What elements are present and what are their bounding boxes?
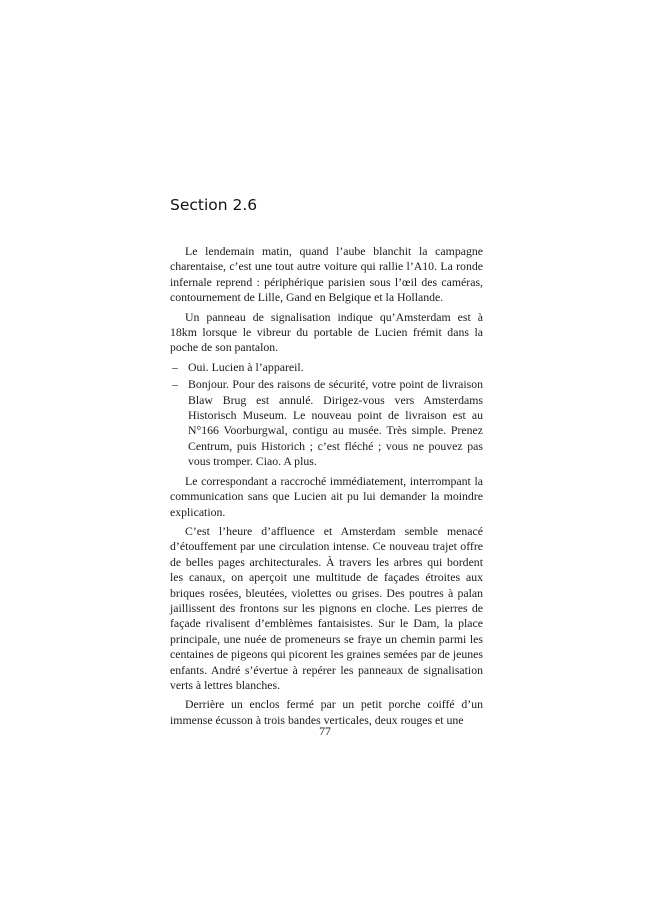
dialogue-text: Oui. Lucien à l’appareil.	[188, 359, 304, 374]
paragraph-1: Le lendemain matin, quand l’aube blanchit la campagne charentaise, c’est une tout autre voiture qui rallie l’A10. La ronde infernale reprend : périphérique parisien sous l’œil des caméras, contournement de Lille, Gand en Belgique et la Hollande.	[170, 244, 483, 305]
dialogue-line-2	[170, 377, 483, 469]
paragraph-2: Un panneau de signalisation indique qu’Amsterdam est à 18km lorsque le vibreur du portable de Lucien frémit dans la poche de son pantalon.	[170, 309, 483, 355]
dialogue-text: Bonjour. Pour des raisons de sécurité, votre point de livraison Blaw Brug est annulé. Dirigez-vous vers Amsterdams Historisch Museum. Le nouveau point de livraison est au N°166 Voorburgwal, contigu au musée. Très simple. Prenez Centrum, puis Historich ; c’est fléché ; vous ne pouvez pas vous tromper. Ciao. A plus.	[188, 377, 483, 469]
dialogue-dash: –	[172, 377, 178, 392]
dialogue-list	[170, 360, 483, 470]
dialogue-line-1	[170, 360, 483, 375]
section-heading: Section 2.6	[170, 196, 258, 214]
body-text	[170, 244, 483, 732]
page-number: 77	[319, 724, 331, 738]
dialogue-dash: –	[172, 359, 178, 374]
paragraph-4: C’est l’heure d’affluence et Amsterdam semble menacé d’étouffement par une circulation intense. Ce nouveau trajet offre de belles pages architecturales. À travers les arbres qui bordent les canaux, on aperçoit une multitude de façades étroites aux briques rosées, bleutées, violettes ou grises. Des poutres à palan jaillissent des frontons sur les pignons en cloche. Les pierres de façade rivalisent d’emblèmes fantaisistes. Sur le Dam, la place principale, une nuée de promeneurs se fraye un chemin parmi les centaines de pigeons qui picorent les graines semées par de jeunes enfants. André s’évertue à repérer les panneaux de signalisation verts à lettres blanches.	[170, 523, 483, 692]
paragraph-5: Derrière un enclos fermé par un petit porche coiffé d’un immense écusson à trois bandes verticales, deux rouges et une	[170, 697, 483, 727]
paragraph-3: Le correspondant a raccroché immédiatement, interrompant la communication sans que Lucien ait pu lui demander la moindre explication.	[170, 473, 483, 519]
